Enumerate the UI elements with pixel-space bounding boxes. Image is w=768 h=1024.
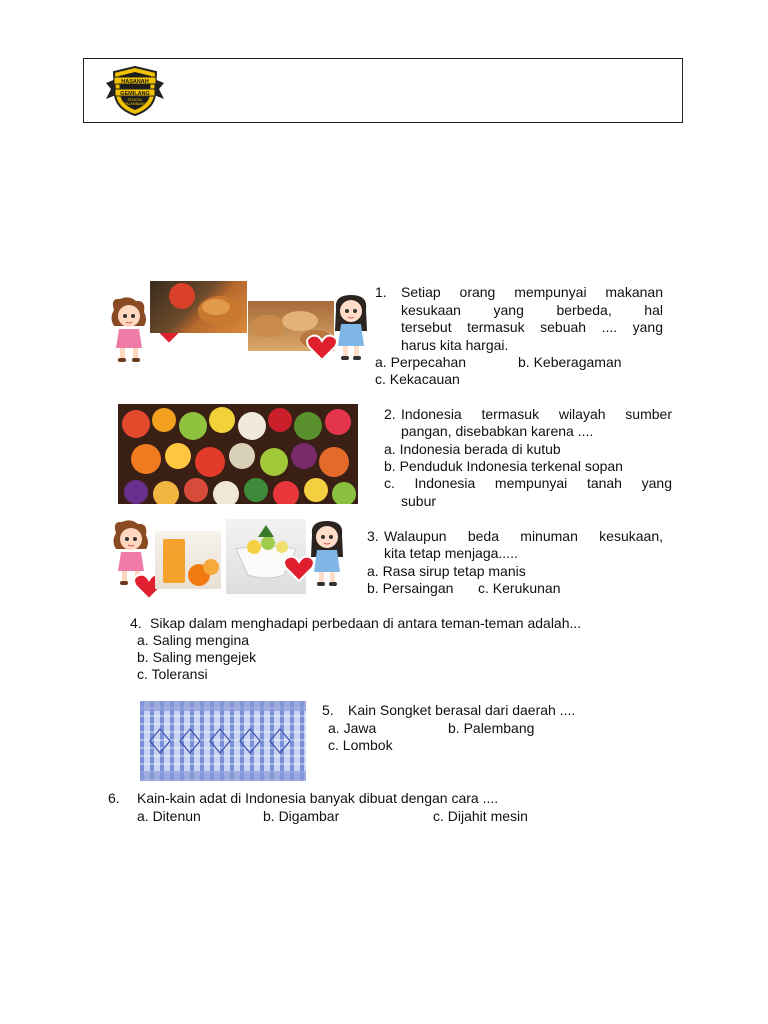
logo-text-1: HASANAH [121, 79, 149, 85]
question-6-line-1: Kain-kain adat di Indonesia banyak dibuat dengan cara .... [137, 790, 499, 806]
question-3-line-1: Walaupun beda minuman kesukaan, [384, 528, 663, 544]
header-box [83, 58, 683, 123]
question-4-option-a[interactable]: a. Saling mengina [137, 632, 250, 648]
question-1-option-a[interactable]: a. Perpecahan [375, 354, 467, 370]
question-1-line-2: kesukaan yang berbeda, hal [401, 302, 663, 318]
question-1-option-b[interactable]: b. Keberagaman [518, 354, 622, 370]
question-4-option-b[interactable]: b. Saling mengejek [137, 649, 257, 665]
logo-text-3: SCHOOL [127, 98, 143, 102]
question-2-line-2: pangan, disebabkan karena .... [401, 423, 594, 439]
question-2-option-a[interactable]: a. Indonesia berada di kutub [384, 441, 561, 457]
question-6-number: 6. [108, 790, 120, 806]
girl-illustration-icon [106, 296, 152, 364]
question-4-option-c[interactable]: c. Toleransi [137, 666, 208, 682]
heart-icon [306, 334, 338, 362]
question-1-line-3: tersebut termasuk sebuah .... yang [401, 319, 663, 335]
question-2-option-c-continued: subur [401, 493, 437, 509]
question-2-line-1: Indonesia termasuk wilayah sumber [401, 406, 672, 422]
fruits-vegetables-image [118, 404, 358, 504]
question-3-option-a[interactable]: a. Rasa sirup tetap manis [367, 563, 526, 579]
question-2-option-b[interactable]: b. Penduduk Indonesia terkenal sopan [384, 458, 623, 474]
question-6-option-c[interactable]: c. Dijahit mesin [433, 808, 528, 824]
question-5-line-1: Kain Songket berasal dari daerah .... [348, 702, 576, 718]
question-6-option-a[interactable]: a. Ditenun [137, 808, 201, 824]
question-1-line-1: Setiap orang mempunyai makanan [401, 284, 663, 300]
question-1-number: 1. [375, 284, 387, 300]
logo-text-4: PALEMBANG [124, 102, 146, 106]
logo-text-2: GEMILANG [120, 91, 150, 97]
question-5-number: 5. [322, 702, 334, 718]
question-3-option-b[interactable]: b. Persaingan [367, 580, 454, 596]
songket-fabric-image [140, 701, 306, 781]
question-5-option-c[interactable]: c. Lombok [328, 737, 393, 753]
orange-juice-image [155, 531, 221, 589]
girl-illustration-icon [307, 519, 347, 589]
question-4-number: 4. [130, 615, 142, 631]
question-1-line-4: harus kita hargai. [401, 337, 509, 353]
food-chicken-image [150, 281, 247, 333]
question-3-number: 3. [367, 528, 379, 544]
question-2-option-c[interactable]: c. Indonesia mempunyai tanah yang [384, 475, 672, 491]
question-3-line-2: kita tetap menjaga..... [384, 545, 518, 561]
question-1-option-c[interactable]: c. Kekacauan [375, 371, 460, 387]
question-4-line-1: Sikap dalam menghadapi perbedaan di antara teman-teman adalah... [150, 615, 582, 631]
question-3-option-c[interactable]: c. Kerukunan [478, 580, 561, 596]
question-2-number: 2. [384, 406, 396, 422]
question-5-option-b[interactable]: b. Palembang [448, 720, 535, 736]
school-logo [104, 65, 166, 117]
question-6-option-b[interactable]: b. Digambar [263, 808, 340, 824]
question-5-option-a[interactable]: a. Jawa [328, 720, 377, 736]
